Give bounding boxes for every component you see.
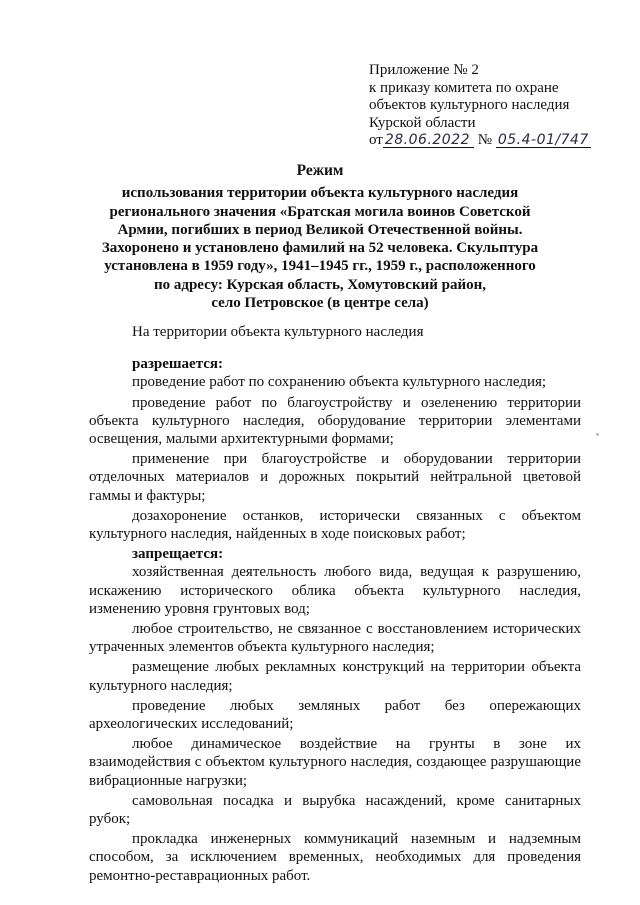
title-heading: Режим <box>296 162 344 179</box>
number-label: № <box>477 132 493 148</box>
appendix-line-2: к приказу комитета по охране <box>369 79 559 96</box>
allowed-item: проведение работ по благоустройству и озеленению территории объекта культурного наследия, оборудование территории элементами освещения, малыми архитектурными формами; <box>89 394 581 448</box>
forbidden-item: прокладка инженерных коммуникаций наземным и надземным способом, за исключением временных, необходимых для проведения ремонтно-реставрационных работ. <box>89 831 581 884</box>
intro-text: На территории объекта культурного наследия <box>132 324 424 340</box>
forbidden-item: любое динамическое воздействие на грунты в зоне их взаимодействия с объектом культурного наследия, создающее разрушающие вибрационные нагрузки; <box>89 736 581 789</box>
appendix-line-3: объектов культурного наследия <box>369 97 570 113</box>
title-line-6: по адресу: Курская область, Хомутовский район, <box>153 276 487 293</box>
forbidden-item: размещение любых рекламных конструкций на территории объекта культурного наследия; <box>89 659 581 694</box>
allowed-item: дозахоронение останков, исторически связанных с объектом культурного наследия, найденных в ходе поисковых работ; <box>89 507 581 543</box>
allowed-item: применение при благоустройстве и оборудовании территории отделочных материалов и дорожных покрытий нейтральной цветовой гаммы и фактуры; <box>89 451 581 504</box>
from-label: от <box>369 132 383 148</box>
appendix-line-4: Курской области <box>369 114 476 131</box>
document-body <box>89 323 581 887</box>
title-line-1: использования территории объекта культурного наследия <box>121 185 519 202</box>
title-line-7: село Петровское (в центре села) <box>211 295 429 312</box>
appendix-date-line <box>369 132 619 150</box>
title-line-4: Захоронено и установлено фамилий на 52 человека. Скульптура <box>101 240 539 257</box>
handwritten-number: 05.4-01/747 <box>497 132 589 148</box>
appendix-header <box>369 62 619 150</box>
title-line-2: регионального значения «Братская могила воинов Советской <box>109 203 531 220</box>
appendix-line-1: Приложение № 2 <box>369 62 479 78</box>
forbidden-item: хозяйственная деятельность любого вида, ведущая к разрушению, искажению исторического облика объекта культурного наследия, изменению уровня грунтовых вод; <box>89 564 581 617</box>
scan-speck <box>596 433 599 436</box>
title-line-5: установлена в 1959 году», 1941–1945 гг., 1959 г., расположенного <box>104 258 536 275</box>
forbidden-heading: запрещается: <box>132 546 224 563</box>
allowed-item: проведение работ по сохранению объекта культурного наследия; <box>132 374 547 391</box>
forbidden-item: проведение любых земляных работ без опережающих археологических исследований; <box>89 697 581 733</box>
handwritten-date: 28.06.2022 <box>383 133 474 148</box>
forbidden-item: самовольная посадка и вырубка насаждений, кроме санитарных рубок; <box>89 792 581 828</box>
allowed-heading: разрешается: <box>132 356 224 373</box>
title-line-3: Армии, погибших в период Великой Отечественной войны. <box>117 221 523 238</box>
forbidden-item: любое строительство, не связанное с восстановлением исторических утраченных элементов объекта культурного наследия; <box>89 621 581 656</box>
document-title <box>90 162 550 312</box>
